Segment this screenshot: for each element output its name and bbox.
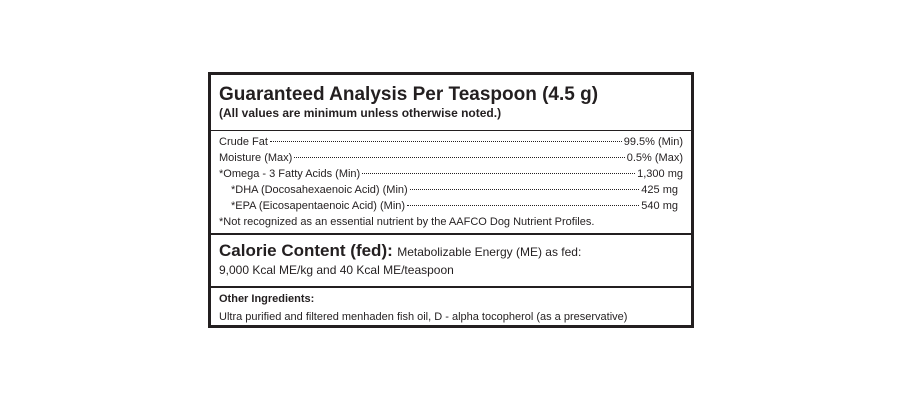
analysis-row-name: Moisture (Max): [219, 152, 293, 164]
guaranteed-analysis-title: Guaranteed Analysis Per Teaspoon (4.5 g): [219, 84, 599, 105]
analysis-row-value: 99.5% (Min): [623, 136, 683, 148]
calorie-content-section: [211, 235, 691, 288]
analysis-row-value: 425 mg: [641, 184, 678, 196]
other-ingredients-text: Ultra purified and filtered menhaden fish oil, D - alpha tocopherol (as a preservative): [219, 311, 628, 323]
analysis-footnote: *Not recognized as an essential nutrient by the AAFCO Dog Nutrient Profiles.: [219, 216, 595, 228]
analysis-row-name: *EPA (Eicosapentaenoic Acid) (Min): [231, 200, 406, 212]
analysis-row-name: Crude Fat: [219, 136, 268, 148]
dot-leader: [294, 157, 624, 158]
calorie-content-values: 9,000 Kcal ME/kg and 40 Kcal ME/teaspoon: [219, 263, 454, 277]
guaranteed-analysis-subtitle: (All values are minimum unless otherwise noted.): [219, 106, 502, 120]
other-ingredients-section: [211, 288, 691, 325]
analysis-row-name: *Omega - 3 Fatty Acids (Min): [219, 168, 361, 180]
calorie-content-heading: Calorie Content (fed):: [219, 241, 393, 260]
analysis-row-epa: [219, 198, 683, 214]
dot-leader: [410, 189, 640, 190]
analysis-row-name: *DHA (Docosahexaenoic Acid) (Min): [231, 184, 408, 196]
guaranteed-analysis-list: [211, 131, 691, 235]
calorie-content-line: [219, 241, 683, 262]
analysis-row-value: 1,300 mg: [637, 168, 683, 180]
nutrition-label-panel: [208, 72, 694, 328]
analysis-row-value: 540 mg: [641, 200, 678, 212]
analysis-row-dha: [219, 182, 683, 198]
analysis-row-omega-3: [219, 166, 683, 182]
analysis-row-moisture: [219, 150, 683, 166]
dot-leader: [270, 141, 622, 142]
dot-leader: [362, 173, 635, 174]
other-ingredients-heading: Other Ingredients:: [219, 293, 315, 305]
analysis-row-value: 0.5% (Max): [626, 152, 683, 164]
analysis-row-crude-fat: [219, 134, 683, 150]
dot-leader: [407, 205, 639, 206]
calorie-content-text: Metabolizable Energy (ME) as fed:: [397, 245, 582, 259]
guaranteed-analysis-header: [211, 75, 691, 131]
